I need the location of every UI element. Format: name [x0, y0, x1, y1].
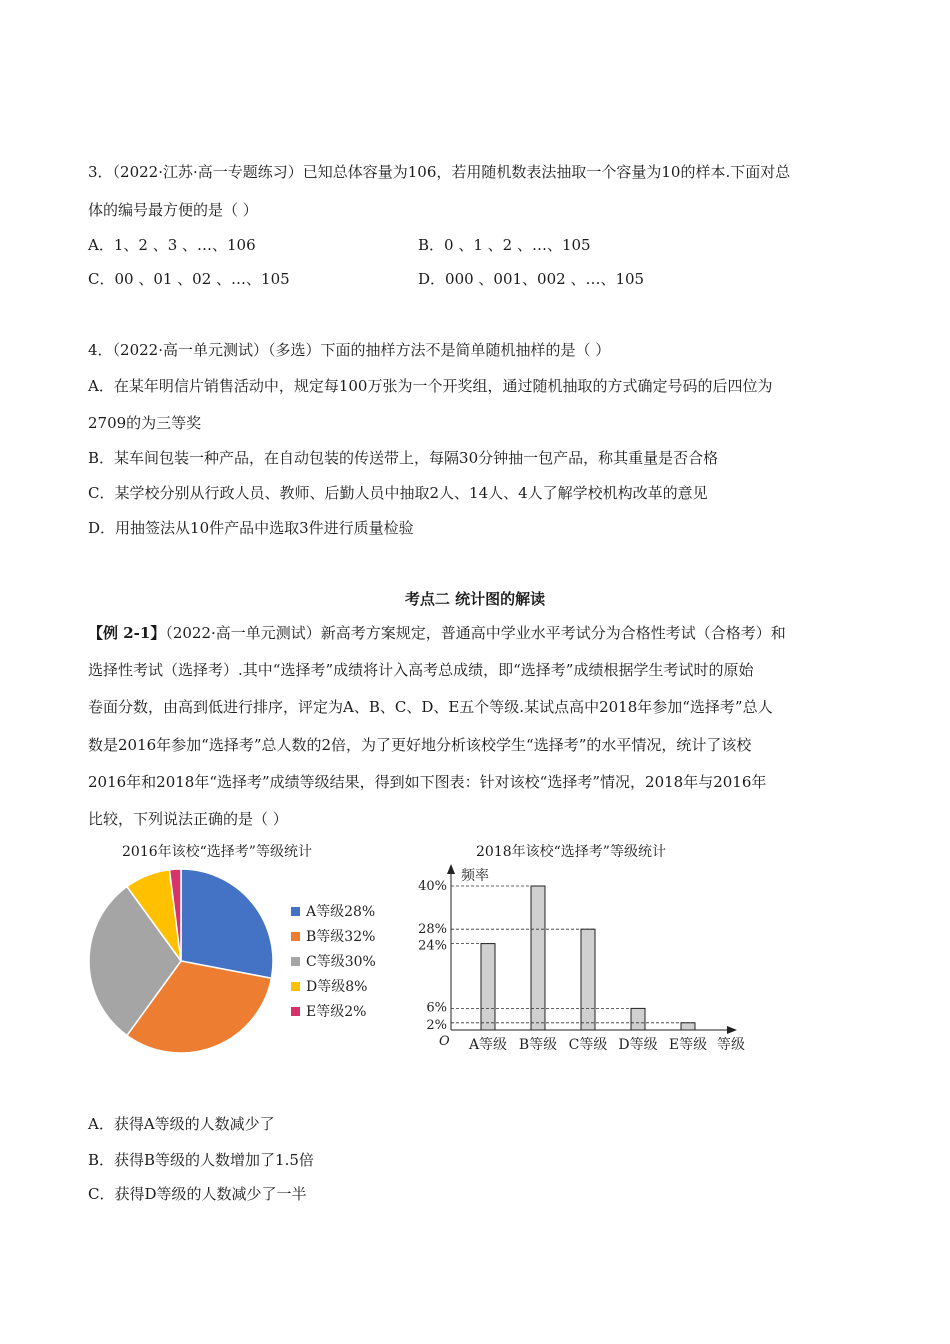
- x-axis-label: 等级: [717, 1037, 745, 1053]
- category-label: B等级: [518, 1037, 558, 1053]
- example-line4: 数是2016年参加“选择考”总人数的2倍，为了更好地分析该校学生“选择考”的水平情况，统计了该校: [88, 736, 752, 754]
- category-label: E等级: [668, 1037, 708, 1053]
- q3-stem-line2: 体的编号最方便的是（ ）: [88, 201, 258, 219]
- q4-option-a-line1: A．在某年明信片销售活动中，规定每100万张为一个开奖组，通过随机抽取的方式确定号码的后四位为: [88, 377, 773, 395]
- q4-stem: 4．（2022·高一单元测试）（多选）下面的抽样方法不是简单随机抽样的是（ ）: [88, 341, 611, 359]
- bar: [681, 1023, 695, 1030]
- category-label: A等级: [468, 1037, 508, 1053]
- legend-label: B等级32%: [306, 929, 376, 945]
- q4-option-c: C．某学校分别从行政人员、教师、后勤人员中抽取2人、14人、4人了解学校机构改革的意见: [88, 484, 708, 502]
- legend-swatch: [291, 907, 300, 916]
- pie-slice: [181, 869, 273, 978]
- example-line5: 2016年和2018年“选择考”成绩等级结果，得到如下图表：针对该校“选择考”情况，2018年与2016年: [88, 773, 767, 791]
- y-axis-label: 频率: [461, 868, 489, 884]
- legend-swatch: [291, 932, 300, 941]
- origin-label: O: [439, 1034, 450, 1049]
- y-tick-label: 24%: [418, 938, 447, 954]
- legend-label: E等级2%: [306, 1004, 367, 1020]
- answer-option-c: C．获得D等级的人数减少了一半: [88, 1185, 307, 1203]
- pie-chart: [80, 862, 400, 1062]
- legend-swatch: [291, 957, 300, 966]
- category-label: D等级: [618, 1037, 658, 1053]
- q3-stem-line1: 3．（2022·江苏·高一专题练习）已知总体容量为106，若用随机数表法抽取一个容量为10的样本.下面对总: [88, 163, 791, 181]
- legend-label: A等级28%: [306, 904, 376, 920]
- pie-chart-title: 2016年该校“选择考”等级统计: [122, 844, 312, 860]
- q3-option-a: A．1、2 、3 、…、106: [88, 236, 256, 254]
- bar: [581, 929, 595, 1030]
- example-line2: 选择性考试（选择考）.其中“选择考”成绩将计入高考总成绩，即“选择考”成绩根据学生考试时的原始: [88, 661, 754, 679]
- bar-chart-title: 2018年该校“选择考”等级统计: [476, 844, 666, 860]
- example-line6: 比较，下列说法正确的是（ ）: [88, 810, 288, 828]
- answer-option-b: B．获得B等级的人数增加了1.5倍: [88, 1151, 314, 1169]
- answer-option-a: A．获得A等级的人数减少了: [88, 1115, 275, 1133]
- y-tick-label: 28%: [418, 922, 447, 938]
- section-title: 考点二 统计图的解读: [404, 590, 546, 608]
- legend-swatch: [291, 982, 300, 991]
- q3-option-d: D．000 、001、002 、…、105: [418, 270, 645, 288]
- example-line1: [88, 622, 862, 644]
- legend-label: C等级30%: [306, 954, 376, 970]
- bar: [631, 1008, 645, 1030]
- q3-option-b: B．0 、1 、2 、…、105: [418, 236, 591, 254]
- legend-swatch: [291, 1007, 300, 1016]
- example-line1-text: （2022·高一单元测试）新高考方案规定，普通高中学业水平考试分为合格性考试（合格考）和: [165, 624, 786, 642]
- y-tick-label: 40%: [418, 879, 447, 894]
- legend-label: D等级8%: [306, 979, 368, 995]
- category-label: C等级: [568, 1037, 608, 1053]
- example-line3: 卷面分数，由高到低进行排序，评定为A、B、C、D、E五个等级.某试点高中2018年参加“选择考”总人: [88, 698, 773, 716]
- bar: [481, 944, 495, 1030]
- example-tag: 【例 2-1】: [88, 624, 166, 642]
- q4-option-a-line2: 2709的为三等奖: [88, 414, 202, 432]
- y-tick-label: 6%: [426, 1000, 447, 1016]
- bar-chart: [405, 860, 765, 1060]
- x-axis-arrow: [727, 1026, 737, 1034]
- q3-option-c: C．00 、01 、02 、…、105: [88, 270, 290, 288]
- q4-option-d: D．用抽签法从10件产品中选取3件进行质量检验: [88, 519, 414, 537]
- y-axis-arrow: [447, 864, 455, 874]
- y-tick-label: 2%: [426, 1017, 447, 1033]
- q4-option-b: B．某车间包装一种产品，在自动包装的传送带上，每隔30分钟抽一包产品，称其重量是否合格: [88, 449, 719, 467]
